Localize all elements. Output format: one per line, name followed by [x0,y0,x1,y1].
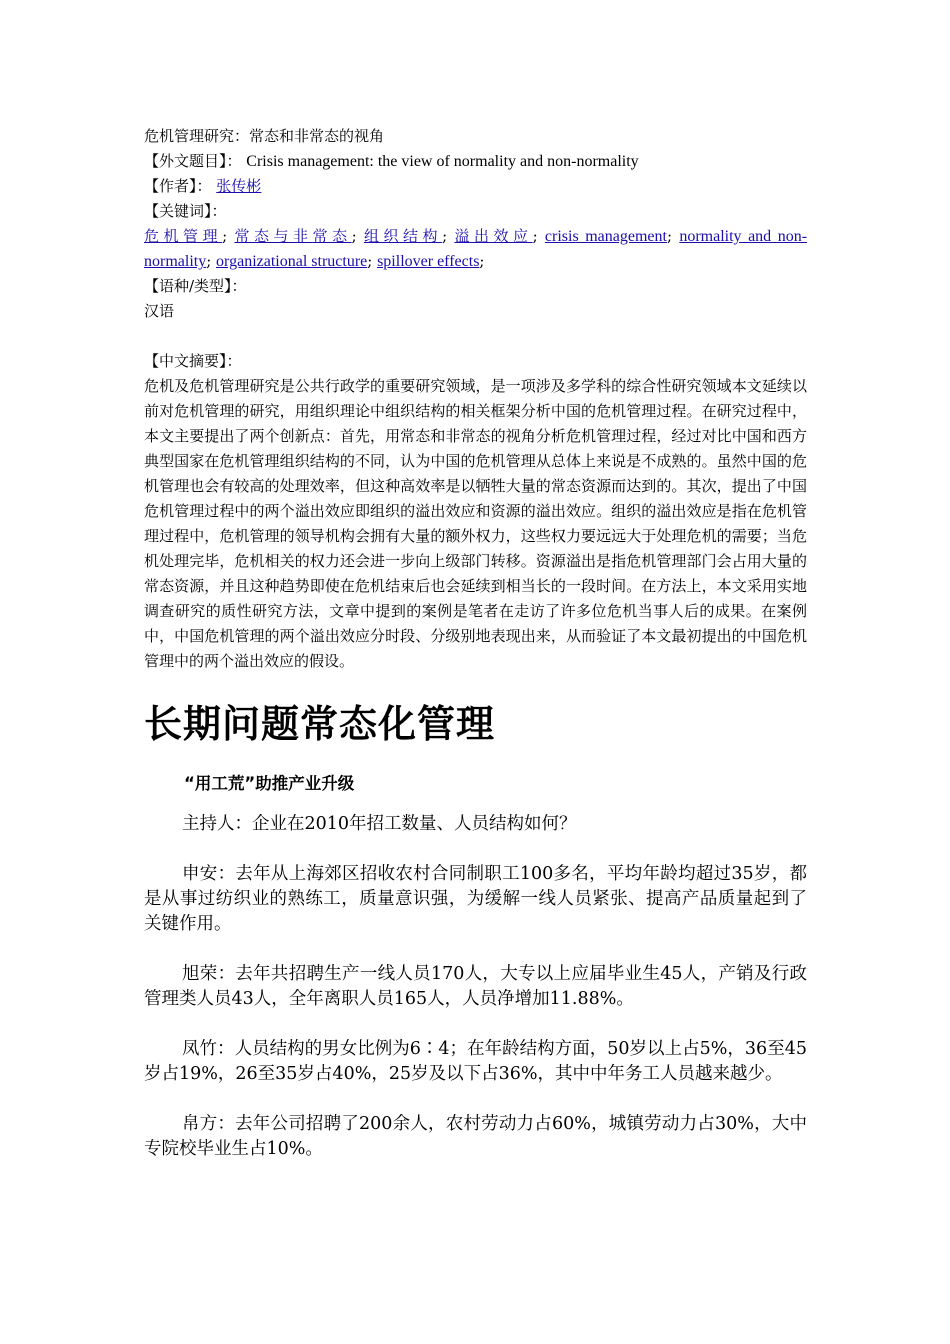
paper-title: 危机管理研究：常态和非常态的视角 [144,127,385,145]
body-paragraph: 凤竹：人员结构的男女比例为6∶4；在年龄结构方面，50岁以上占5%，36至45岁占19%，26至35岁占40%，25岁及以下占36%，其中中年务工人员越来越少。 [144,1039,807,1084]
spacer [144,1087,807,1112]
language-value: 汉语 [144,302,175,320]
body-paragraph: 主持人：企业在2010年招工数量、人员结构如何？ [182,814,577,834]
spacer [144,1012,807,1037]
keyword-link[interactable]: organizational structure [216,253,368,270]
language-label: 【语种/类型】： [144,277,247,295]
keyword-link[interactable]: crisis management [544,228,667,245]
foreign-title-row [144,149,807,174]
keywords-list: 危机管理; 常态与非常态; 组织结构; 溢出效应; crisis management; normality and non-normality; organizational structure; spillover effects; [144,227,808,270]
abstract-text: 危机及危机管理研究是公共行政学的重要研究领域，是一项涉及多学科的综合性研究领域本文延续以前对危机管理的研究，用组织理论中组织结构的相关框架分析中国的危机管理过程。在研究过程中，本文主要提出了两个创新点：首先，用常态和非常态的视角分析危机管理过程，经过对比中国和西方典型国家在危机管理组织结构的不同，认为中国的危机管理从总体上来说是不成熟的。虽然中国的危机管理也会有较高的处理效率，但这种高效率是以牺牲大量的常态资源而达到的。其次，提出了中国危机管理过程中的两个溢出效应即组织的溢出效应和资源的溢出效应。组织的溢出效应是指在危机管理过程中，危机管理的领导机构会拥有大量的额外权力，这些权力要远远大于处理危机的需要；当危机处理完毕，危机相关的权力还会进一步向上级部门转移。资源溢出是指危机管理部门会占用大量的常态资源，并且这种趋势即使在危机结束后也会延续到相当长的一段时间。在方法上，本文采用实地调查研究的质性研究方法，文章中提到的案例是笔者在走访了许多位危机当事人后的成果。在案例中，中国危机管理的两个溢出效应分时段、分级别地表现出来，从而验证了本文最初提出的中国危机管理中的两个溢出效应的假设。 [144,377,807,670]
body-paragraph: 申安：去年从上海郊区招收农村合同制职工100多名，平均年龄均超过35岁，都是从事过纺织业的熟练工，质量意识强，为缓解一线人员紧张、提高产品质量起到了关键作用。 [144,864,807,934]
keyword-link[interactable]: 危机管理 [144,227,223,245]
keyword-link[interactable]: normality and non-normality [144,228,808,270]
author-link[interactable]: 张传彬 [216,177,262,195]
spacer [144,794,807,812]
author-label: 【作者】： [144,177,212,195]
keyword-link[interactable]: 组织结构 [363,227,443,245]
keywords-label: 【关键词】： [144,202,227,220]
keyword-link[interactable]: 常态与非常态 [234,227,352,245]
body-paragraph: 旭荣：去年共招聘生产一线人员170人，大专以上应届毕业生45人，产销及行政管理类人员43人，全年离职人员165人，人员净增加11.88%。 [144,964,807,1009]
spacer [144,324,807,349]
article-heading: 长期问题常态化管理 [144,702,496,746]
foreign-title-label: 【外文题目】： [144,152,242,170]
author-row [144,174,807,199]
document-page [144,124,807,1162]
article-subheading: “用工荒”助推产业升级 [184,774,355,793]
spacer [144,837,807,862]
keyword-link[interactable]: spillover effects [377,253,480,270]
article-meta [144,124,807,674]
keyword-link[interactable]: 溢出效应 [454,227,533,245]
spacer [144,937,807,962]
abstract-label: 【中文摘要】： [144,352,242,370]
body-paragraph: 帛方：去年公司招聘了200余人，农村劳动力占60%，城镇劳动力占30%，大中专院校毕业生占10%。 [144,1114,807,1159]
foreign-title: Crisis management: the view of normality and non-normality [246,153,639,170]
